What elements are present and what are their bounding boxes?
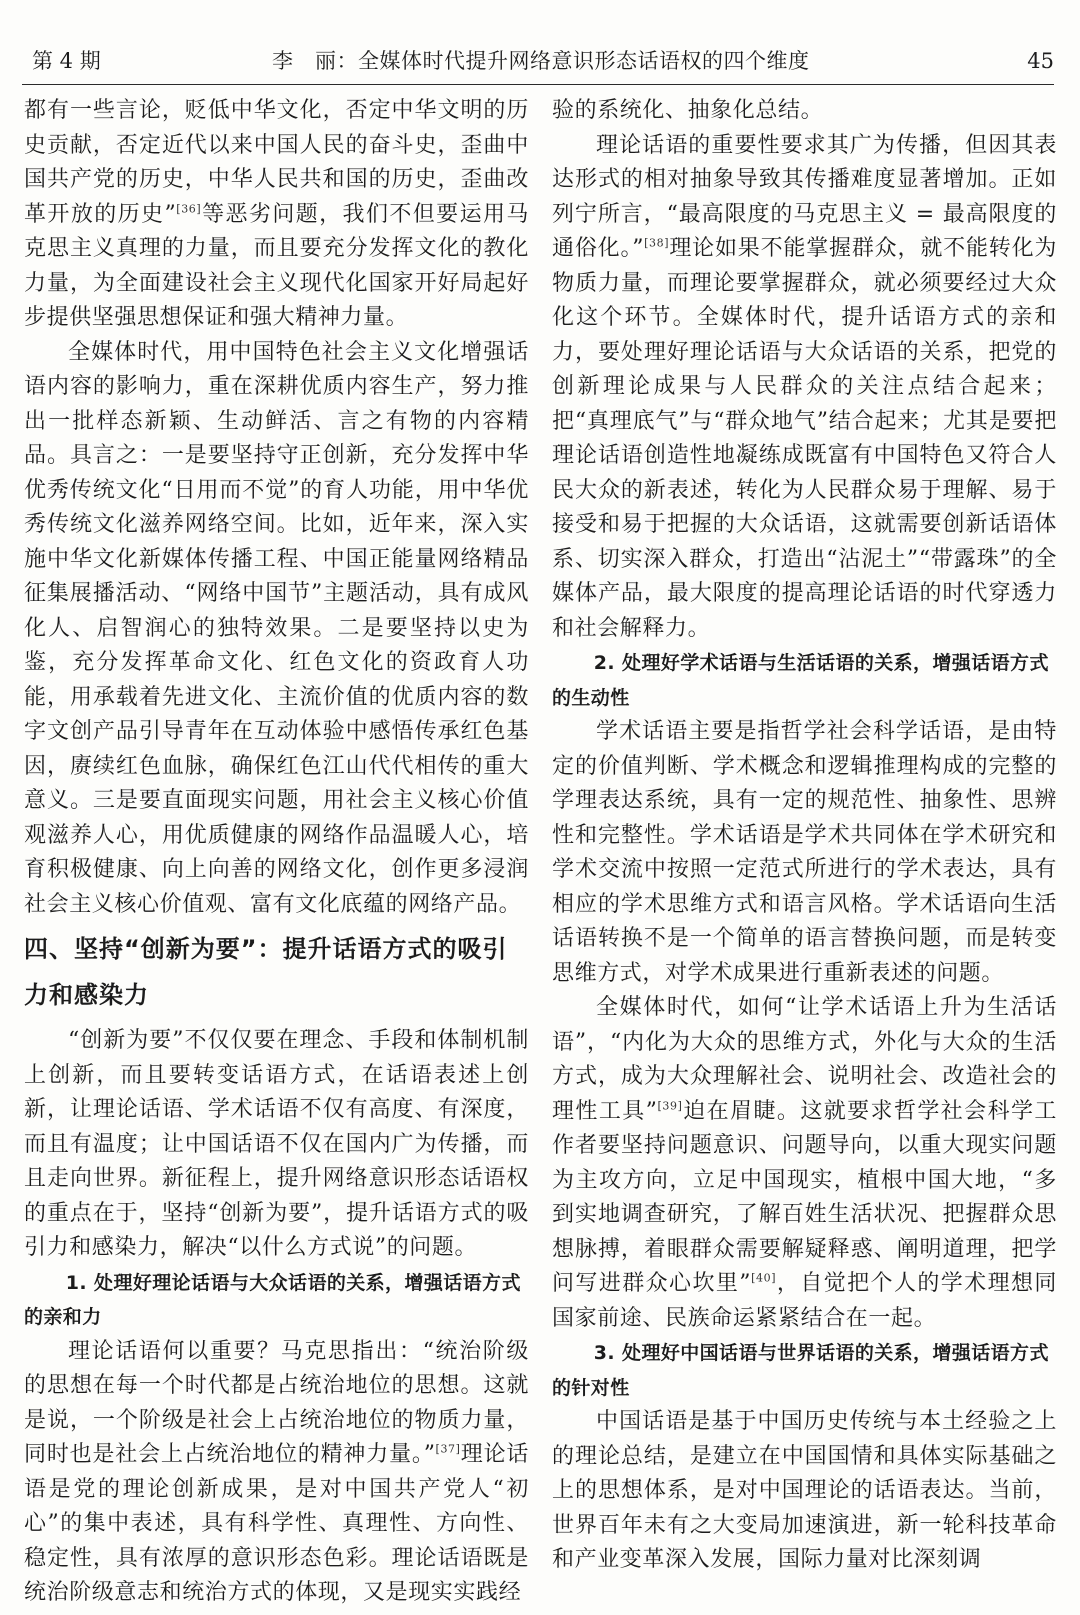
left-column — [24, 94, 529, 1611]
citation-ref: [40] — [751, 1271, 777, 1285]
subsection-heading: 2. 处理好学术话语与生活话语的关系，增强话语方式的生动性 — [552, 652, 1049, 709]
paragraph — [552, 991, 1057, 1336]
right-column — [552, 94, 1057, 1578]
paragraph: “创新为要”不仅仅要在理念、手段和体制机制上创新，而且要转变话语方式，在话语表述上创新，让理论话语、学术话语不仅有高度、有深度，而且有温度；让中国话语不仅在国内广为传播，而且走向世界。新征程上，提升网络意识形态话语权的重点在于，坚持“创新为要”，提升话语方式的吸引力和感染力，解决“以什么方式说”的问题。 — [24, 1028, 529, 1260]
running-title: 李 丽：全媒体时代提升网络意识形态话语权的四个维度 — [272, 49, 810, 73]
subsection-heading: 3. 处理好中国话语与世界话语的关系，增强话语方式的针对性 — [552, 1342, 1049, 1399]
citation-ref: [37] — [435, 1442, 461, 1456]
page-number: 45 — [1027, 49, 1054, 73]
section-heading: 四、坚持“创新为要”：提升话语方式的吸引力和感染力 — [24, 935, 508, 1009]
paragraph — [24, 94, 529, 336]
paragraph-text: 理论话语何以重要？马克思指出：“统治阶级的思想在每一个时代都是占统治地位的思想。这就是说，一个阶级是社会上占统治地位的物质力量，同时也是社会上占统治地位的精神力量。” — [24, 1338, 529, 1467]
paragraph-text: ，自觉把个人的学术理想同国家前途、民族命运紧紧结合在一起。 — [552, 1271, 1058, 1331]
paragraph: 全媒体时代，用中国特色社会主义文化增强话语内容的影响力，重在深耕优质内容生产，努力推出一批样态新颖、生动鲜活、言之有物的内容精品。具言之：一是要坚持守正创新，充分发挥中华优秀传统文化“日用而不觉”的育人功能，用中华优秀传统文化滋养网络空间。比如，近年来，深入实施中华文化新媒体传播工程、中国正能量网络精品征集展播活动、“网络中国节”主题活动，具有成风化人、启智润心的独特效果。二是要坚持以史为鉴，充分发挥革命文化、红色文化的资政育人功能，用承载着先进文化、主流价值的优质内容的数字文创产品引导青年在互动体验中感悟传承红色基因，赓续红色血脉，确保红色江山代代相传的重大意义。三是要直面现实问题，用社会主义核心价值观滋养人心，用优质健康的网络作品温暖人心，培育积极健康、向上向善的网络文化，创作更多浸润社会主义核心价值观、富有文化底蕴的网络产品。 — [24, 339, 529, 917]
citation-ref: [39] — [657, 1099, 683, 1113]
subsection-heading: 1. 处理好理论话语与大众话语的关系，增强话语方式的亲和力 — [24, 1271, 521, 1328]
paragraph-text: 理论话语的重要性要求其广为传播，但因其表达形式的相对抽象导致其传播难度显著增加。正如列宁所言，“最高限度的马克思主义 = 最高限度的通俗化。” — [552, 132, 1057, 261]
paragraph-text: 理论如果不能掌握群众，就不能转化为物质力量，而理论要掌握群众，就必须要经过大众化这个环节。全媒体时代，提升话语方式的亲和力，要处理好理论话语与大众话语的关系，把党的创新理论成果与人民群众的关注点结合起来；把“真理底气”与“群众地气”结合起来；尤其是要把理论话语创造性地凝练成既富有中国特色又符合人民大众的新表述，转化为人民群众易于理解、易于接受和易于把握的大众话语，这就需要创新话语体系、切实深入群众，打造出“沾泥土”“带露珠”的全媒体产品，最大限度的提高理论话语的时代穿透力和社会解释力。 — [552, 236, 1058, 641]
paragraph — [24, 1335, 529, 1611]
paragraph: 验的系统化、抽象化总结。 — [552, 98, 824, 123]
paragraph — [552, 129, 1057, 647]
running-header — [22, 44, 1054, 85]
citation-ref: [38] — [644, 236, 670, 250]
paragraph-text: 等恶劣问题，我们不但要运用马克思主义真理的力量，而且要充分发挥文化的教化力量，为全面建设社会主义现代化国家开好局起好步提供坚强思想保证和强大精神力量。 — [24, 201, 529, 330]
paragraph-text: 迫在眉睫。这就要求哲学社会科学工作者要坚持问题意识、问题导向，以重大现实问题为主攻方向，立足中国现实，植根中国大地，“多到实地调查研究，了解百姓生活状况、把握群众思想脉搏，着眼群众需要解疑释惑、阐明道理，把学问写进群众心坎里” — [552, 1098, 1057, 1296]
citation-ref: [36] — [176, 202, 202, 216]
issue-number: 第 4 期 — [32, 49, 101, 73]
paragraph-text: 全媒体时代，如何“让学术话语上升为生活话语”，“内化为大众的思维方式，外化与大众的生活方式，成为大众理解社会、说明社会、改造社会的理性工具” — [552, 995, 1057, 1124]
paragraph: 学术话语主要是指哲学社会科学话语，是由特定的价值判断、学术概念和逻辑推理构成的完整的学理表达系统，具有一定的规范性、抽象性、思辨性和完整性。学术话语是学术共同体在学术研究和学术交流中按照一定范式所进行的学术表达，具有相应的学术思维方式和语言风格。学术话语向生活话语转换不是一个简单的语言替换问题，而是转变思维方式，对学术成果进行重新表述的问题。 — [552, 719, 1057, 986]
paragraph: 中国话语是基于中国历史传统与本土经验之上的理论总结，是建立在中国国情和具体实际基础之上的思想体系，是对中国理论的话语表达。当前，世界百年未有之大变局加速演进，新一轮科技革命和产业变革深入发展，国际力量对比深刻调 — [552, 1409, 1057, 1572]
paragraph-text: 都有一些言论，贬低中华文化，否定中华文明的历史贡献，否定近代以来中国人民的奋斗史，歪曲中国共产党的历史，中华人民共和国的历史，歪曲改革开放的历史” — [24, 98, 529, 227]
paragraph-text: 理论话语是党的理论创新成果，是对中国共产党人“初心”的集中表述，具有科学性、真理性、方向性、稳定性，具有浓厚的意识形态色彩。理论话语既是统治阶级意志和统治方式的体现，又是现实实践经 — [24, 1442, 529, 1605]
